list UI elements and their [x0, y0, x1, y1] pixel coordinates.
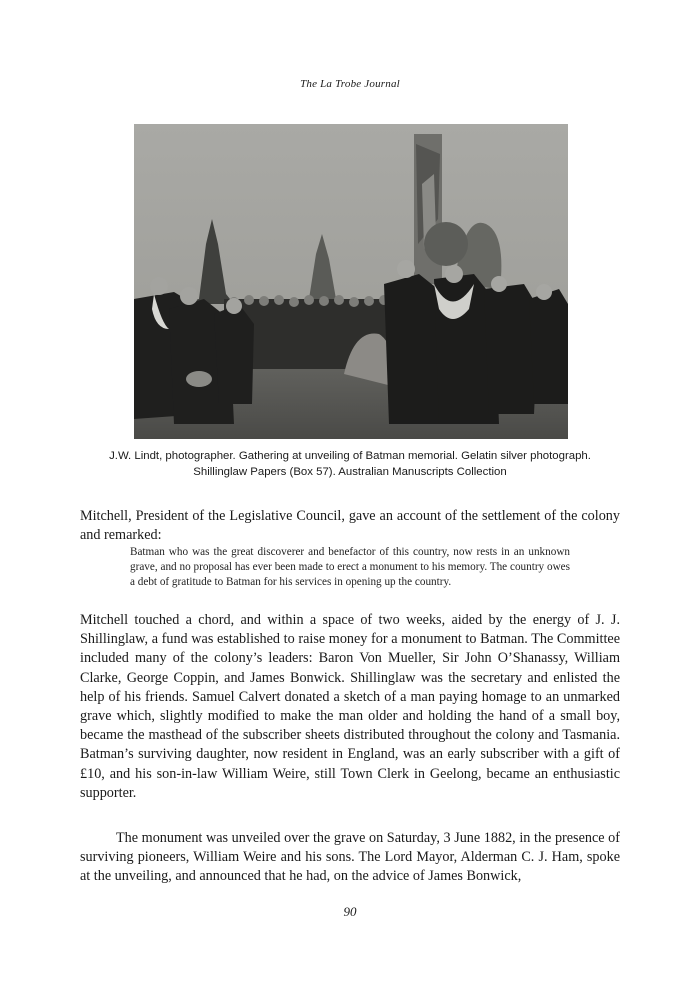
page-number: 90 [343, 904, 357, 919]
running-head: The La Trobe Journal [300, 78, 400, 90]
body-paragraph: The monument was unveiled over the grave on Saturday, 3 June 1882, in the presence of surviving pioneers, William Weire and his sons. The Lord Mayor, Alderman C. J. Ham, spoke at the unveiling, and announced that he had, on the advice of James Bonwick, [80, 830, 620, 885]
caption-line: Shillinglaw Papers (Box 57). Australian Manuscripts Collection [193, 466, 507, 478]
caption-line: J.W. Lindt, photographer. Gathering at unveiling of Batman memorial. Gelatin silver photograph. [109, 450, 591, 462]
body-paragraph: Mitchell touched a chord, and within a space of two weeks, aided by the energy of J. J. Shillinglaw, a fund was established to raise money for a monument to Batman. The Committee included many of the colony’s leaders: Baron Von Mueller, Sir John O’Shanassy, William Clarke, George Coppin, and James Bonwick. Shillinglaw was the secretary and enlisted the help of his friends. Samuel Calvert donated a sketch of a man paying homage to an unmarked grave which, slightly modified to make the man older and holding the hand of a small boy, became the masthead of the subscriber sheets distributed throughout the colony and Tasmania. Batman’s surviving daughter, now resident in England, was an early subscriber with a gift of £10, and his son-in-law William Weire, still Town Clerk in Geelong, became an enthusiastic supporter. [80, 612, 620, 801]
body-paragraph: Mitchell, President of the Legislative Council, gave an account of the settlement of the colony and remarked: [80, 508, 620, 544]
historical-photograph [134, 124, 568, 439]
block-quote: Batman who was the great discoverer and benefactor of this country, now rests in an unknown grave, and no proposal has ever been made to erect a monument to his memory. The country owes a debt of gratitude to Batman for his services in opening up the country. [130, 546, 570, 589]
figure-caption [60, 448, 640, 480]
